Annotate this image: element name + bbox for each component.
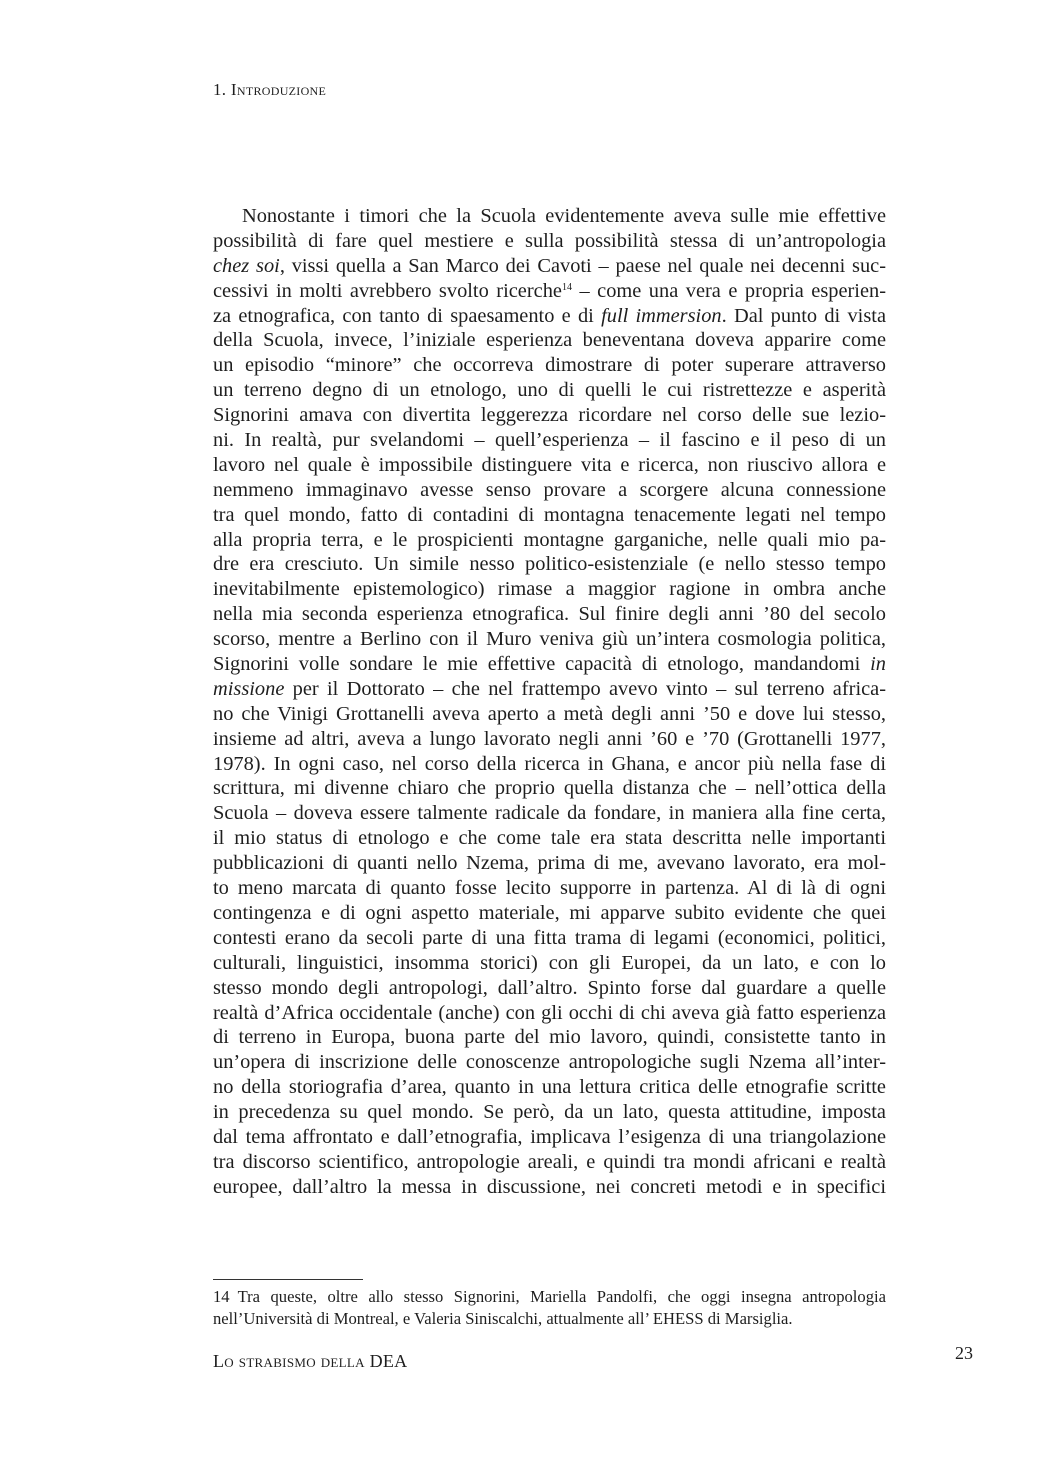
text-line: Signorini volle sondare le mie effettive capacità di etnologo, mandandomi in [213,653,886,676]
text-line: Signorini amava con divertita leggerezza ricordare nel corso delle sue lezio- [213,404,886,427]
text-line: Scuola – doveva essere talmente radicale da fondare, in maniera alla fine certa, [213,802,886,825]
italic-phrase: chez soi [213,254,280,277]
text-line: il mio status di etnologo e che come tale era stata descritta nelle importanti [213,827,886,850]
italic-phrase: in [870,653,886,676]
text-line: tra discorso scientifico, antropologie areali, e quindi tra mondi africani e realtà [213,1150,886,1173]
text-line: chez soi, vissi quella a San Marco dei Cavoti – paese nel quale nei decenni suc- [213,254,886,277]
body-text [213,204,886,1200]
italic-phrase: full immersion [601,304,722,327]
text-line: in precedenza su quel mondo. Se però, da un lato, questa attitudine, imposta [213,1101,886,1124]
text-line: un terreno degno di un etnologo, uno di quelli le cui ristrettezze e asperità [213,379,886,402]
text-line: nella mia seconda esperienza etnografica. Sul finire degli anni ’80 del secolo [213,603,886,626]
text-line: contingenza e di ogni aspetto materiale, mi apparve subito evidente che quei [213,901,886,924]
text-line: za etnografica, con tanto di spaesamento e di full immersion. Dal punto di vista [213,304,886,327]
running-head: 1. Introduzione [213,80,327,99]
text-line: realtà d’Africa occidentale (anche) con gli occhi di chi aveva già fatto esperienza [213,1001,886,1024]
text-line: culturali, linguistici, insomma storici) con gli Europei, da un lato, e con lo [213,951,886,974]
footnote-text: Tra queste, oltre allo stesso Signorini, Mariella Pandolfi, che oggi insegna antropologia [237,1287,886,1306]
text-line: scrittura, mi divenne chiaro che proprio quella distanza che – nell’ottica della [213,777,886,800]
text-line: cessivi in molti avrebbero svolto ricerche$^{14}$ – come una vera e propria esperien- [213,279,886,302]
text-line: contesti erano da secoli parte di una fitta trama di legami (economici, politici, [213,926,886,949]
text-line: un episodio “minore” che occorreva dimostrare di poter superare attraverso [213,354,886,377]
text-line: pubblicazioni di quanti nello Nzema, prima di me, avevano lavorato, era mol- [213,852,886,875]
running-foot: Lo strabismo della DEA [213,1351,408,1371]
page-number: 23 [955,1343,973,1363]
text-line: stesso mondo degli antropologi, dall’altro. Spinto forse dal guardare a quelle [213,976,886,999]
text-line: alla propria terra, e le prospicienti montagne garganiche, nelle quali mio pa- [213,528,886,551]
text-line: lavoro nel quale è impossibile distinguere vita e ricerca, non riuscivo allora e [213,453,886,476]
footnote-number: 14 [213,1287,230,1306]
footnote-line [213,1286,886,1308]
text-line: inevitabilmente epistemologico) rimase a maggior ragione in ombra anche [213,578,886,601]
text-line: di terreno in Europa, buona parte del mio lavoro, quindi, consistette tanto in [213,1026,886,1049]
text-line: ni. In realtà, pur svelandomi – quell’esperienza – il fascino e il peso di un [213,429,886,452]
text-line: dre era cresciuto. Un simile nesso politico-esistenziale (e nello stesso tempo [213,553,886,576]
text-line: no della storiografia d’area, quanto in una lettura critica delle etnografie scritte [213,1076,886,1099]
text-line: europee, dall’altro la messa in discussione, nei concreti metodi e in specifici [213,1175,886,1198]
text-line: Nonostante i timori che la Scuola evidentemente aveva sulle mie effettive [242,205,886,227]
text-line: missione per il Dottorato – che nel frattempo avevo vinto – sul terreno africa- [213,677,886,700]
text-line: no che Vinigi Grottanelli aveva aperto a metà degli anni ’50 e dove lui stesso, [213,702,886,725]
footnote [213,1286,886,1330]
text-line: insieme ad altri, aveva a lungo lavorato negli anni ’60 e ’70 (Grottanelli 1977, [213,727,886,750]
footnote-divider [213,1279,363,1280]
text-line: nemmeno immaginavo avesse senso provare a scorgere alcuna connessione [213,478,886,501]
text-line: tra quel mondo, fatto di contadini di montagna tenacemente legati nel tempo [213,503,886,526]
footnote-reference[interactable]: 14 [561,281,572,293]
text-line: to meno marcata di quanto fosse lecito supporre in partenza. Al di là di ogni [213,877,886,900]
text-line: 1978). In ogni caso, nel corso della ricerca in Ghana, e ancor più nella fase di [213,752,886,775]
text-line: dal tema affrontato e dall’etnografia, implicava l’esigenza di una triangolazione [213,1125,886,1148]
text-line: un’opera di inscrizione delle conoscenze antropologiche sugli Nzema all’inter- [213,1051,886,1074]
text-line: scorso, mentre a Berlino con il Muro veniva giù un’intera cosmologia politica, [213,628,886,651]
footnote-line: nell’Università di Montreal, e Valeria Siniscalchi, attualmente all’ EHESS di Marsiglia. [213,1309,793,1328]
italic-phrase: missione [213,677,285,700]
text-line: della Scuola, invece, l’iniziale esperienza beneventana doveva apparire come [213,329,886,352]
text-line: possibilità di fare quel mestiere e sulla possibilità stessa di un’antropologia [213,229,886,252]
